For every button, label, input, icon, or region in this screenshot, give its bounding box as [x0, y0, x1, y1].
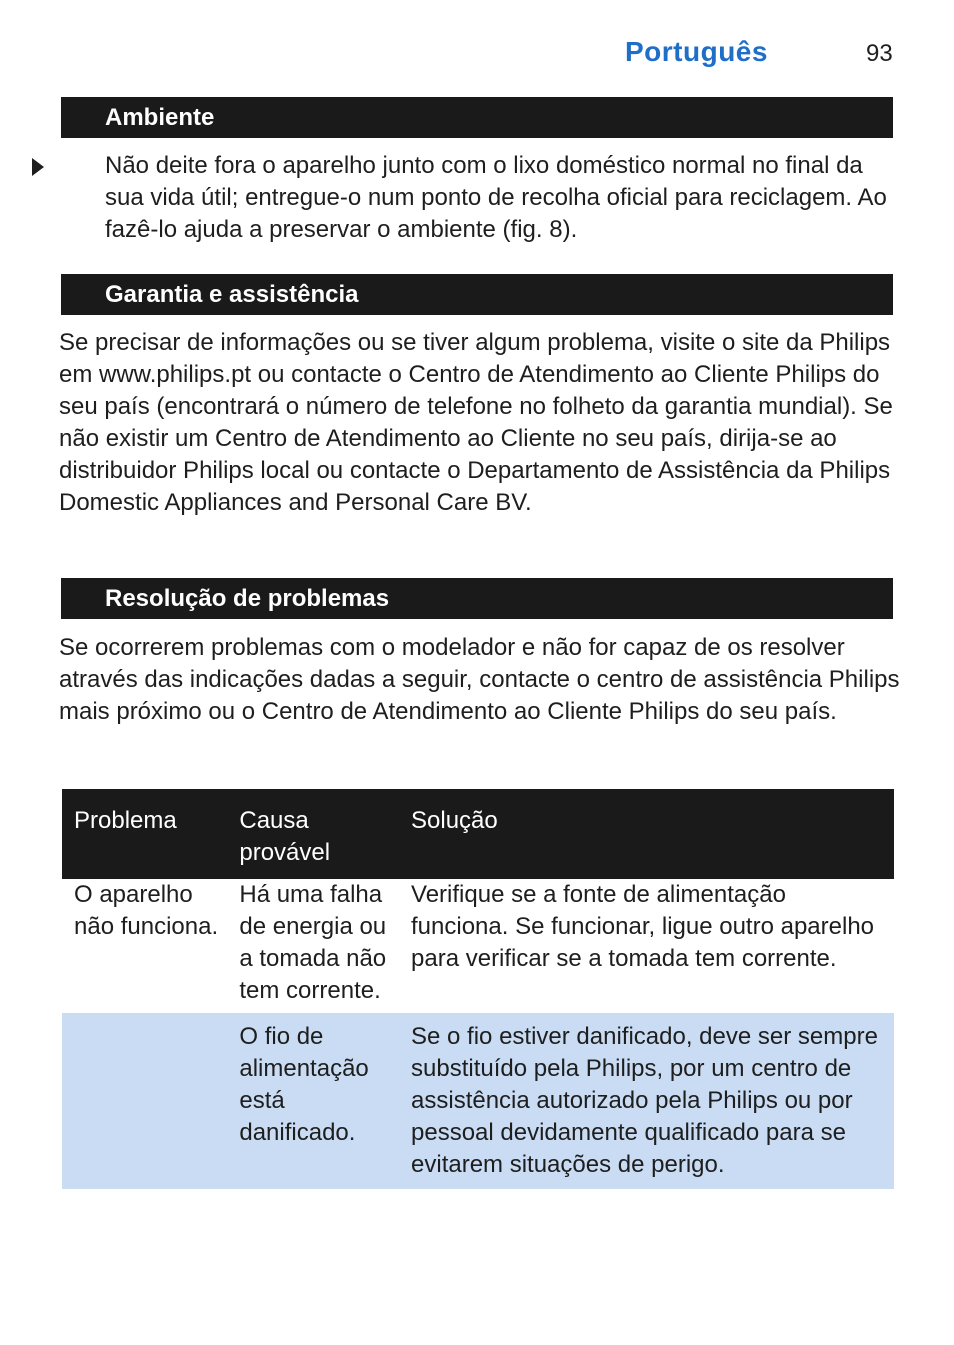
solution-cell: Se o fio estiver danificado, deve ser sempre substituído pela Philips, por um centro de assistência autorizado pela Philips ou por pessoal devidamente qualificado para se evitarem situações de perigo. [399, 1013, 894, 1189]
header-problema: Problema [62, 789, 227, 879]
garantia-text [59, 327, 904, 519]
troubleshooting-table [62, 789, 894, 1189]
section-title-garantia: Garantia e assistência [105, 281, 359, 308]
header-solucao: Solução [399, 789, 894, 879]
triangle-bullet-icon [32, 158, 44, 181]
ambiente-text: Não deite fora o aparelho junto com o lixo doméstico normal no final da sua vida útil; entregue-o num ponto de recolha oficial para reciclagem. Ao fazê-lo ajuda a preservar o ambiente (fig. 8). [105, 152, 887, 243]
table-header-row [62, 789, 894, 879]
cause-cell: Há uma falha de energia ou a tomada não tem corrente. [239, 881, 387, 1004]
solution-cell: Verifique se a fonte de alimentação funciona. Se funcionar, ligue outro aparelho para verificar se a tomada tem corrente. [411, 881, 875, 972]
section-header-ambiente [61, 97, 893, 138]
page-number: 93 [866, 40, 893, 67]
garantia-text-start: Se precisar de informações ou se tiver algum problema, visite o site da Philips em [59, 329, 891, 388]
table-row [62, 879, 894, 1013]
problem-cell: O aparelho não funciona. [74, 881, 219, 940]
philips-website-link[interactable]: www.philips.pt [99, 361, 252, 388]
section-title-ambiente: Ambiente [105, 104, 215, 131]
garantia-text-end: ou contacte o Centro de Atendimento ao Cliente Philips do seu país (encontrará o número de telefone no folheto da garantia mundial). Se não existir um Centro de Atendimento ao Cliente no seu país, dirija-se ao distribuidor Philips local ou contacte o Departamento de Assistência da Philips Domestic Appliances and Personal Care BV. [59, 361, 893, 516]
section-header-garantia [61, 274, 893, 315]
section-title-resolucao: Resolução de problemas [105, 585, 390, 612]
cause-cell: O fio de alimentação está danificado. [227, 1013, 399, 1189]
header-causa: Causa provável [227, 789, 399, 879]
language-label: Português [625, 36, 768, 67]
table-row [62, 1013, 894, 1189]
ambiente-bullet-item [32, 150, 902, 246]
resolucao-text: Se ocorrerem problemas com o modelador e não for capaz de os resolver através das indicações dadas a seguir, contacte o centro de assistência Philips mais próximo ou o Centro de Atendimento ao Cliente Philips do seu país. [59, 634, 900, 725]
problem-cell [62, 1013, 227, 1189]
section-header-resolucao [61, 578, 893, 619]
